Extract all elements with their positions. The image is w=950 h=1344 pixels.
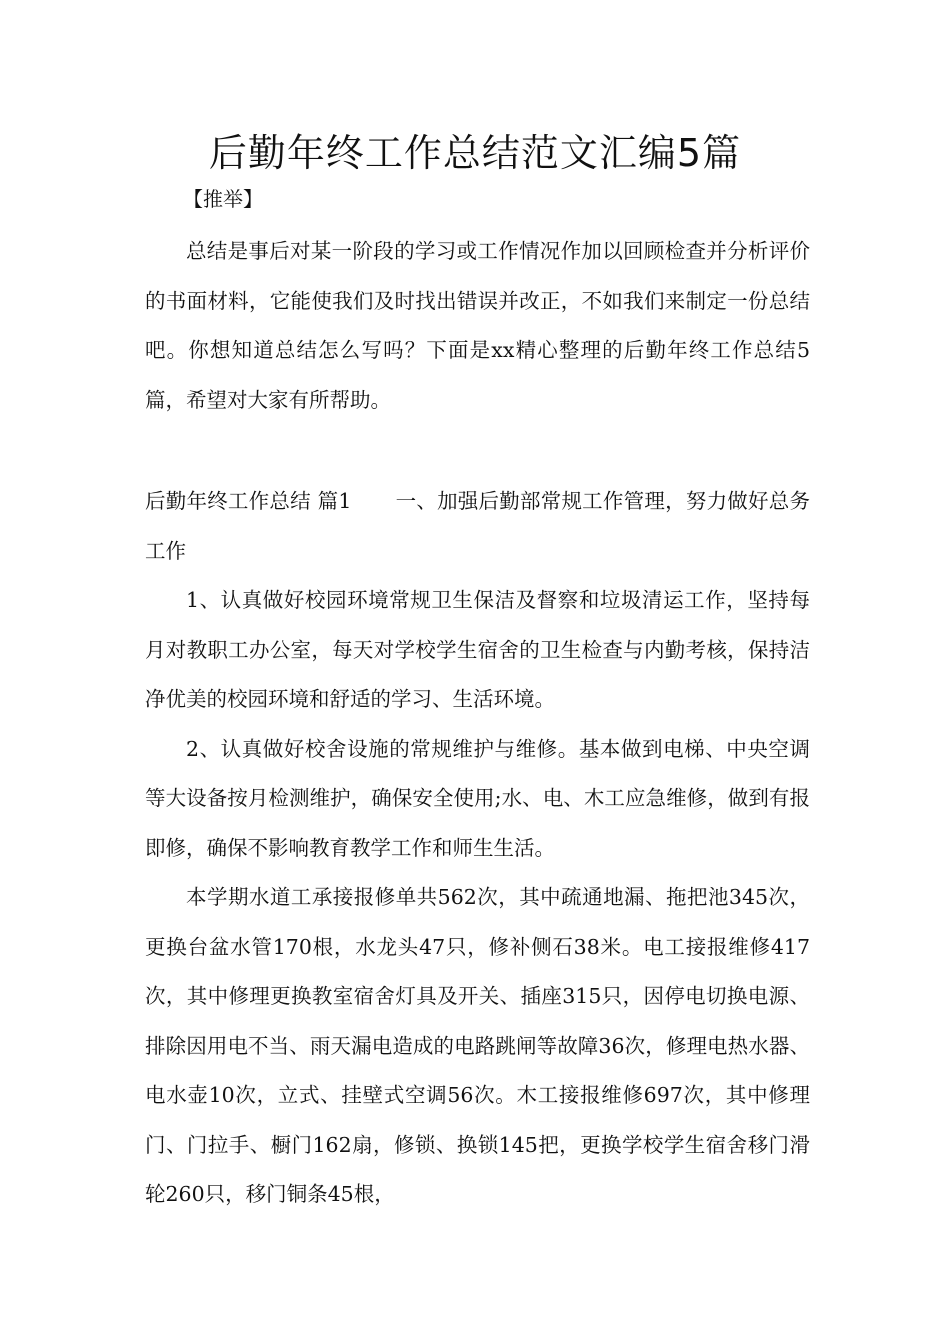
intro-block [145,227,810,425]
body-paragraph: 2、认真做好校舍设施的常规维护与维修。基本做到电梯、中央空调等大设备按月检测维护，确保安全使用;水、电、木工应急维修，做到有报即修，确保不影响教育教学工作和师生生活。 [145,736,810,860]
section-subheading: 一、加强后勤部常规工作管理，努力做好总务工作 [145,489,810,563]
intro-paragraph: 总结是事后对某一阶段的学习或工作情况作加以回顾检查并分析评价的书面材料，它能使我们及时找出错误并改正，不如我们来制定一份总结吧。你想知道总结怎么写吗？下面是xx精心整理的后勤年终工作总结5篇，希望对大家有所帮助。 [145,239,810,412]
body-paragraph: 本学期水道工承接报修单共562次，其中疏通地漏、拖把池345次，更换台盆水管170根，水龙头47只，修补侧石38米。电工接报维修417次，其中修理更换教室宿舍灯具及开关、插座315只，因停电切换电源、排除因用电不当、雨天漏电造成的电路跳闸等故障36次，修理电热水器、电水壶10次，立式、挂壁式空调56次。木工接报维修697次，其中修理门、门拉手、橱门162扇，修锁、换锁145把，更换学校学生宿舍移门滑轮260只，移门铜条45根， [145,885,810,1206]
recommend-tag: 【推举】 [183,187,263,211]
document-title: 后勤年终工作总结范文汇编5篇 [208,131,742,175]
section-heading: 后勤年终工作总结 篇1 [145,489,352,513]
section-heading-paragraph [145,477,810,576]
section-block [145,477,810,1220]
body-paragraph: 1、认真做好校园环境常规卫生保洁及督察和垃圾清运工作，坚持每月对教职工办公室，每天对学校学生宿舍的卫生检查与内勤考核，保持洁净优美的校园环境和舒适的学习、生活环境。 [145,588,810,711]
